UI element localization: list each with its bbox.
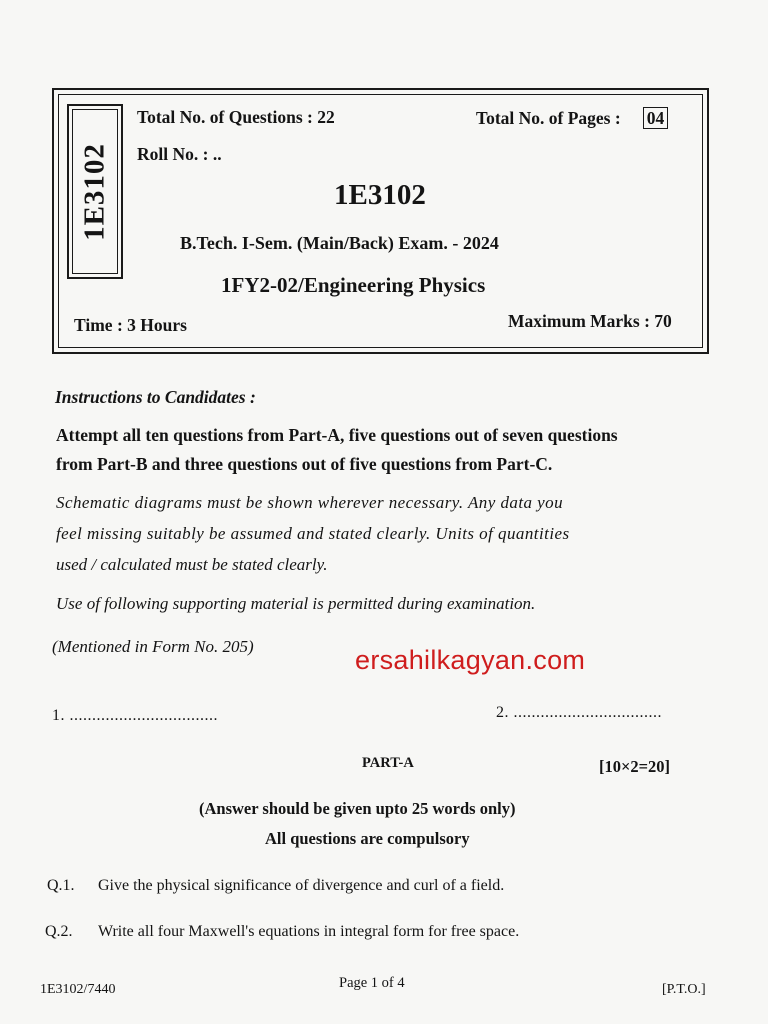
- paper-code: 1E3102: [334, 179, 426, 211]
- footer-code: 1E3102/7440: [40, 982, 116, 997]
- maximum-marks: Maximum Marks : 70: [508, 311, 672, 331]
- material-item-1: 1. .................................: [52, 707, 218, 724]
- header-inner-border: [58, 94, 703, 348]
- exam-time: Time : 3 Hours: [74, 315, 187, 335]
- question-number: Q.2.: [45, 923, 73, 940]
- instructions-heading: Instructions to Candidates :: [55, 387, 256, 407]
- exam-title: B.Tech. I-Sem. (Main/Back) Exam. - 2024: [180, 233, 499, 253]
- question-q1: [47, 877, 504, 895]
- footer-pto: [P.T.O.]: [662, 982, 706, 997]
- subject-title: 1FY2-02/Engineering Physics: [221, 273, 486, 297]
- question-text: Write all four Maxwell's equations in integral form for free space.: [98, 923, 520, 940]
- instruction-line-3: Schematic diagrams must be shown wherever necessary. Any data you: [56, 493, 564, 512]
- part-a-marks: [10×2=20]: [599, 757, 671, 776]
- instruction-line-1: Attempt all ten questions from Part-A, five questions out of seven questions: [56, 425, 618, 445]
- material-item-2: 2. .................................: [496, 704, 662, 721]
- footer-page-number: Page 1 of 4: [339, 975, 405, 991]
- instruction-line-4: feel missing suitably be assumed and stated clearly. Units of quantities: [56, 524, 570, 543]
- roll-number: Roll No. : ..: [137, 144, 222, 164]
- part-a-note: (Answer should be given upto 25 words only): [199, 799, 516, 818]
- total-pages: [476, 107, 668, 129]
- watermark-link[interactable]: ersahilkagyan.com: [355, 645, 586, 675]
- instruction-line-6: Use of following supporting material is permitted during examination.: [56, 594, 536, 613]
- total-pages-value: 04: [643, 107, 669, 129]
- total-pages-label: Total No. of Pages :: [476, 108, 621, 128]
- question-q2: [45, 923, 519, 941]
- side-paper-code: 1E3102: [78, 143, 111, 241]
- question-number: Q.1.: [47, 877, 75, 894]
- total-questions: Total No. of Questions : 22: [137, 107, 335, 127]
- instruction-line-7: (Mentioned in Form No. 205): [52, 637, 254, 656]
- part-a-title: PART-A: [362, 755, 414, 771]
- instruction-line-2: from Part-B and three questions out of five questions from Part-C.: [56, 454, 553, 474]
- part-a-compulsory: All questions are compulsory: [265, 829, 470, 848]
- instruction-line-5: used / calculated must be stated clearly.: [56, 555, 328, 574]
- question-text: Give the physical significance of divergence and curl of a field.: [98, 877, 505, 894]
